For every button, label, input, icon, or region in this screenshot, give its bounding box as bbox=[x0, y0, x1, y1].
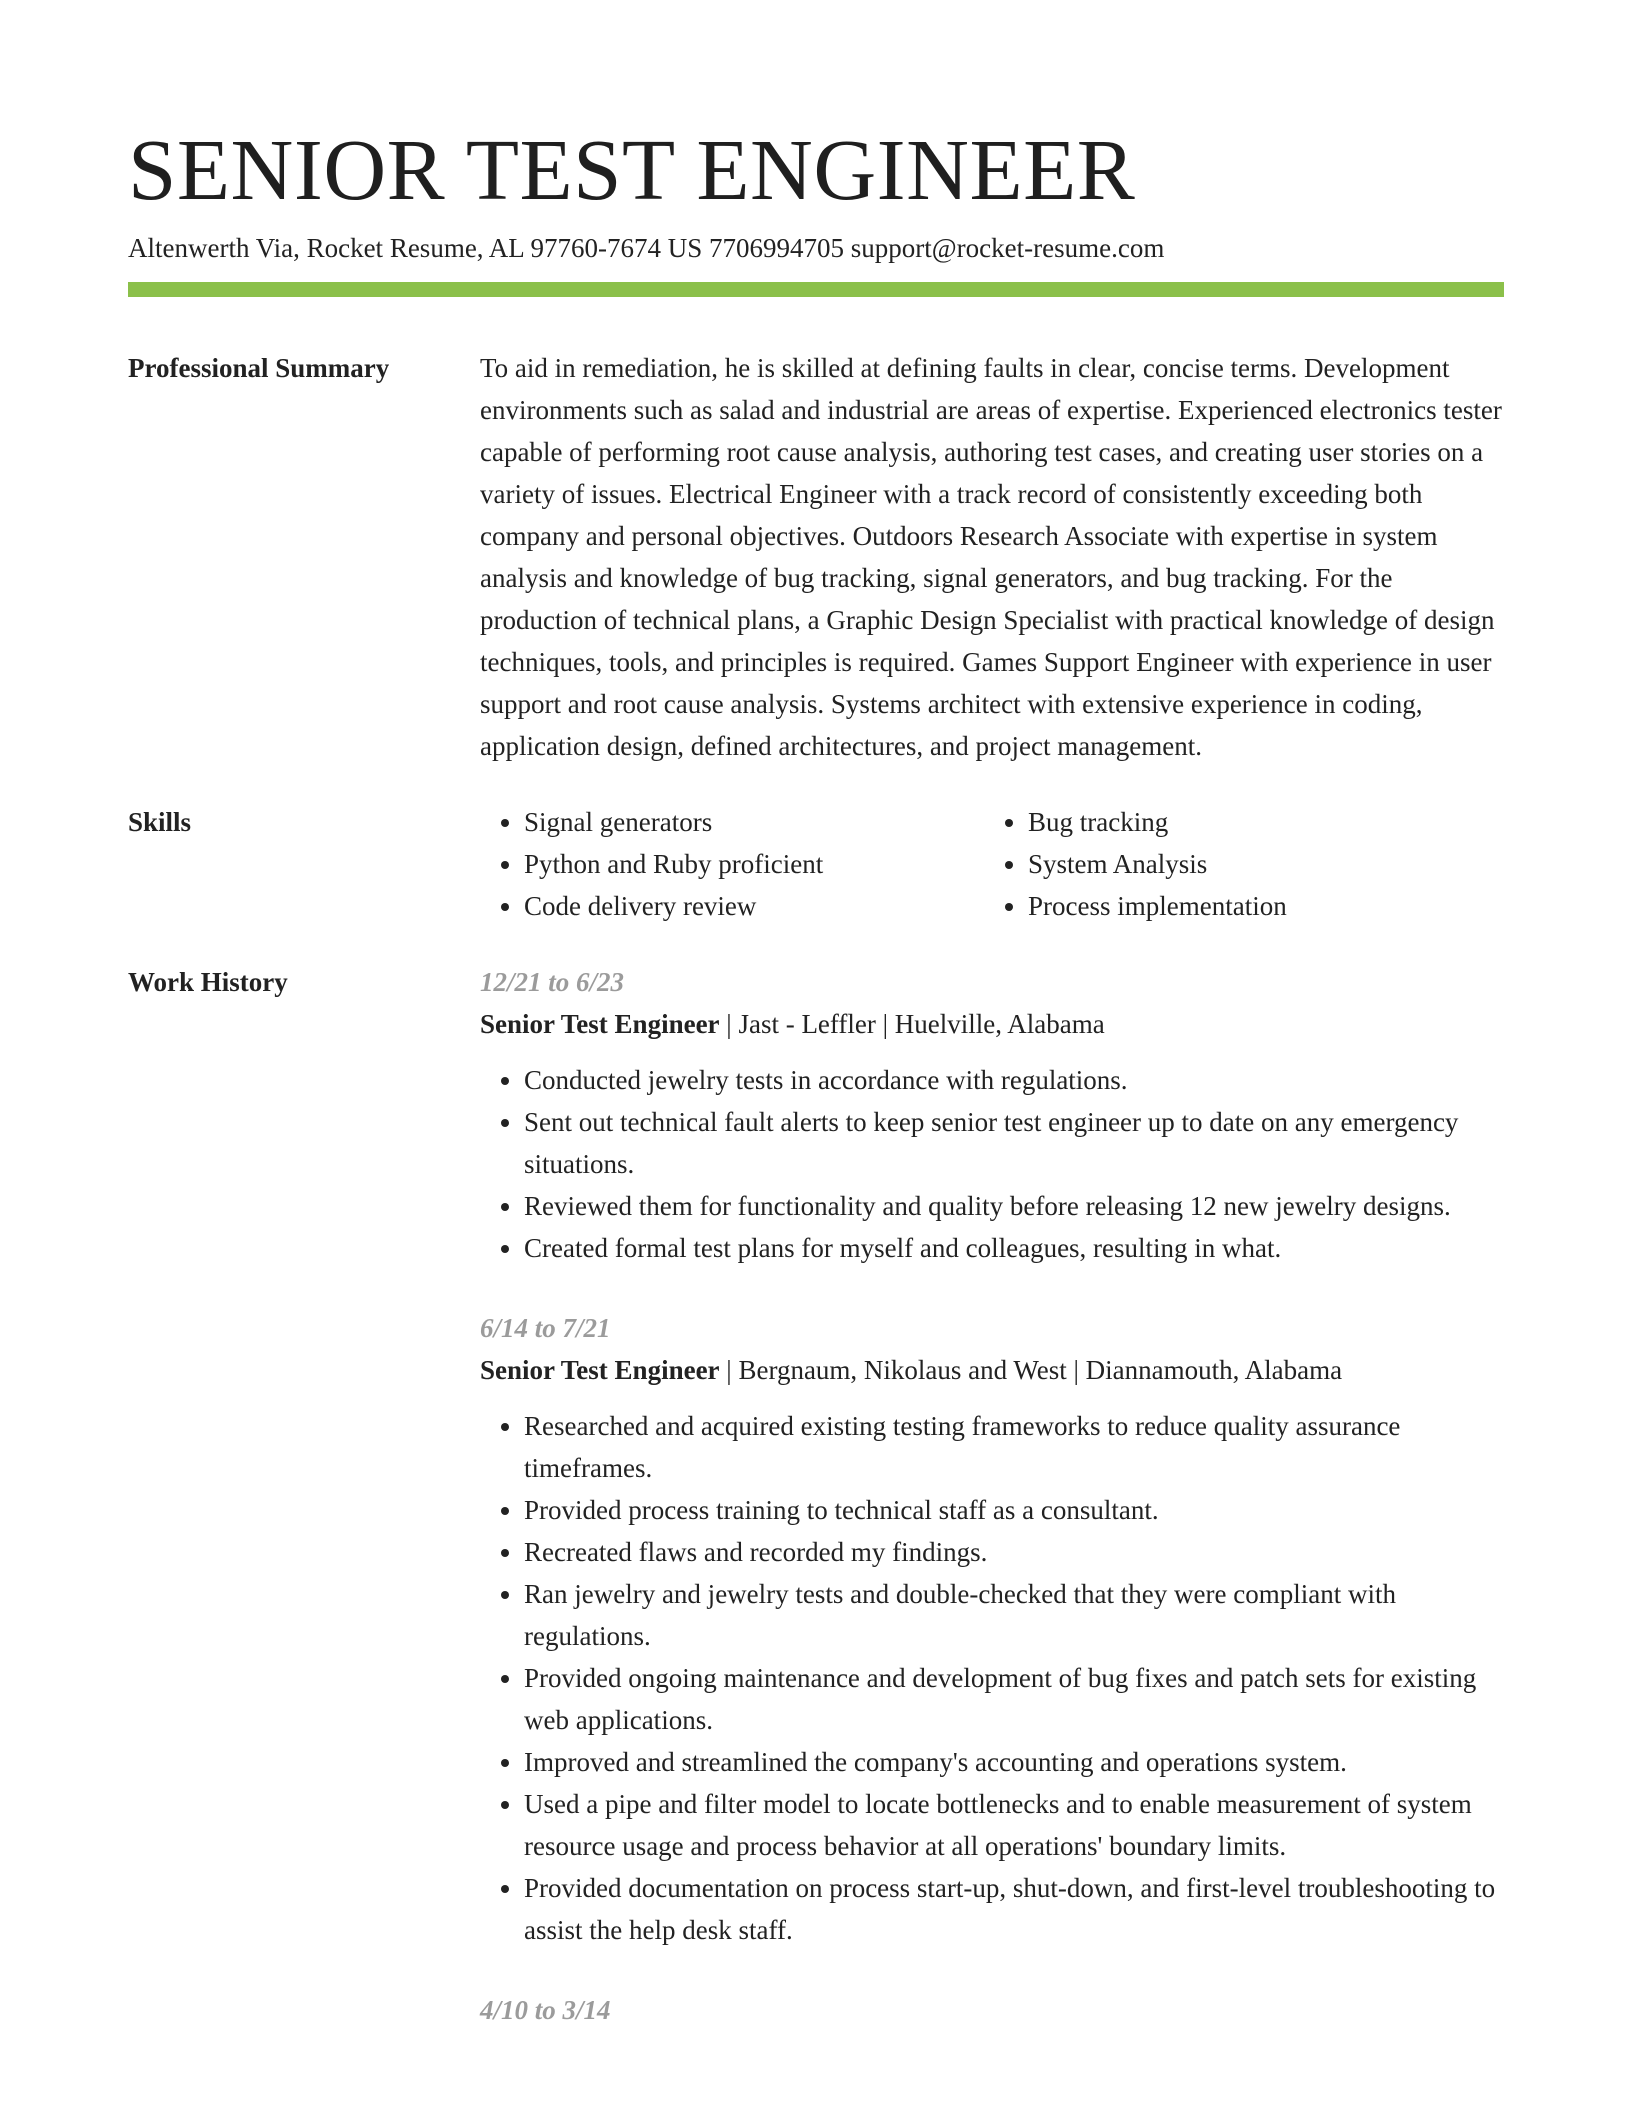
job-bullets bbox=[480, 1405, 1504, 1951]
summary-section bbox=[128, 347, 1504, 767]
job-bullet: • Researched and acquired existing testing frameworks to reduce quality assurance timeframes. bbox=[524, 1405, 1504, 1489]
job-title: Senior Test Engineer bbox=[480, 1355, 720, 1385]
job-details: | Bergnaum, Nikolaus and West | Diannamouth, Alabama bbox=[719, 1355, 1343, 1385]
job-bullets bbox=[480, 1059, 1504, 1269]
job-entry bbox=[480, 1989, 1504, 2031]
job-bullet: • Used a pipe and filter model to locate bottlenecks and to enable measurement of system resource usage and process behavior at all operations' boundary limits. bbox=[524, 1783, 1504, 1867]
skill-item: • Process implementation bbox=[1028, 885, 1488, 927]
accent-divider bbox=[128, 282, 1504, 297]
job-date: 12/21 to 6/23 bbox=[480, 967, 625, 997]
skills-list-right bbox=[984, 801, 1488, 927]
summary-body bbox=[480, 347, 1504, 767]
job-entry bbox=[480, 1307, 1504, 1951]
work-history-heading: Work History bbox=[128, 967, 288, 997]
resume-page bbox=[128, 120, 1504, 2069]
job-bullet: • Provided process training to technical staff as a consultant. bbox=[524, 1489, 1504, 1531]
job-bullet: • Improved and streamlined the company's accounting and operations system. bbox=[524, 1741, 1504, 1783]
job-bullet: • Created formal test plans for myself and colleagues, resulting in what. bbox=[524, 1227, 1504, 1269]
skills-heading: Skills bbox=[128, 807, 192, 837]
job-heading bbox=[480, 1349, 1504, 1391]
skill-item: • Code delivery review bbox=[524, 885, 984, 927]
job-bullet: • Recreated flaws and recorded my findings. bbox=[524, 1531, 1504, 1573]
skill-item: • Bug tracking bbox=[1028, 801, 1488, 843]
job-bullet: • Provided documentation on process start-up, shut-down, and first-level troubleshooting to assist the help desk staff. bbox=[524, 1867, 1504, 1951]
job-heading bbox=[480, 1003, 1504, 1045]
job-date: 6/14 to 7/21 bbox=[480, 1313, 611, 1343]
job-bullet: • Ran jewelry and jewelry tests and double-checked that they were compliant with regulations. bbox=[524, 1573, 1504, 1657]
job-details: | Jast - Leffler | Huelville, Alabama bbox=[719, 1009, 1105, 1039]
summary-text: To aid in remediation, he is skilled at defining faults in clear, concise terms. Development environments such as salad and industrial are areas of expertise. Experienced electronics tester capable of performing root cause analysis, authoring test cases, and creating user stories on a variety of issues. Electrical Engineer with a track record of consistently exceeding both company and personal objectives. Outdoors Research Associate with expertise in system analysis and knowledge of bug tracking, signal generators, and bug tracking. For the production of technical plans, a Graphic Design Specialist with practical knowledge of design techniques, tools, and principles is required. Games Support Engineer with experience in user support and root cause analysis. Systems architect with extensive experience in coding, application design, defined architectures, and project management. bbox=[480, 353, 1502, 761]
job-title: Senior Test Engineer bbox=[480, 1009, 720, 1039]
job-bullet: • Provided ongoing maintenance and development of bug fixes and patch sets for existing web applications. bbox=[524, 1657, 1504, 1741]
resume-name: SENIOR TEST ENGINEER bbox=[128, 121, 1136, 218]
skill-item: • Python and Ruby proficient bbox=[524, 843, 984, 885]
job-bullet: • Sent out technical fault alerts to keep senior test engineer up to date on any emergency situations. bbox=[524, 1101, 1504, 1185]
job-date: 4/10 to 3/14 bbox=[480, 1995, 611, 2025]
job-bullet: • Reviewed them for functionality and quality before releasing 12 new jewelry designs. bbox=[524, 1185, 1504, 1227]
skills-section bbox=[128, 801, 1504, 927]
contact-line: Altenwerth Via, Rocket Resume, AL 97760-7674 US 7706994705 support@rocket-resume.com bbox=[128, 233, 1165, 263]
summary-heading: Professional Summary bbox=[128, 353, 390, 383]
job-entry bbox=[480, 961, 1504, 1269]
job-bullet: • Conducted jewelry tests in accordance with regulations. bbox=[524, 1059, 1504, 1101]
skill-item: • Signal generators bbox=[524, 801, 984, 843]
skill-item: • System Analysis bbox=[1028, 843, 1488, 885]
skills-grid bbox=[480, 801, 1504, 927]
work-history-section bbox=[128, 961, 1504, 2069]
skills-list-left bbox=[480, 801, 984, 927]
work-history-body bbox=[480, 961, 1504, 2069]
